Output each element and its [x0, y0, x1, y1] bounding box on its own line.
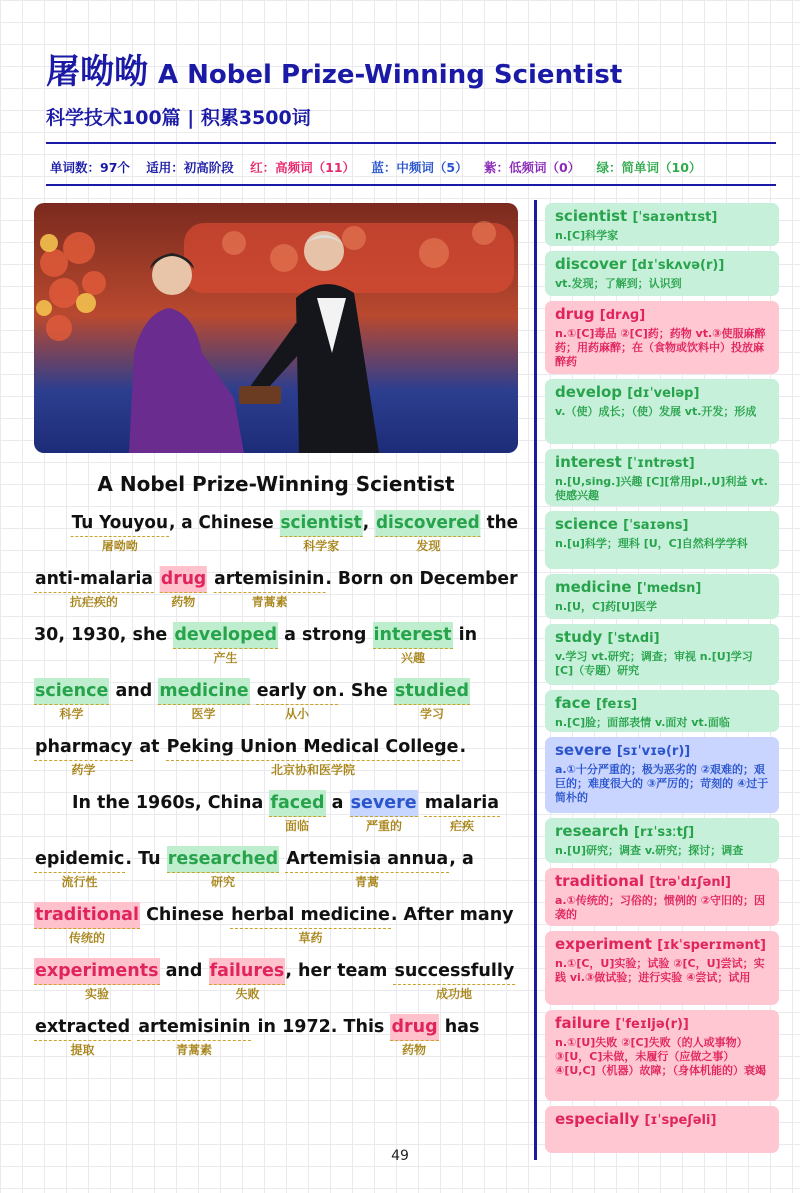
word-gloss: 青蒿素 [251, 595, 288, 609]
word-gloss: 医学 [191, 707, 216, 721]
article-line [34, 566, 518, 618]
vocab-phonetic: [trəˈdɪʃənl] [649, 875, 731, 890]
legend-red: 红：高频词（11） [250, 160, 356, 175]
vocab-definition: n.[C]脸；面部表情 v.面对 vt.面临 [555, 716, 730, 729]
vocab-phonetic: [ˈɪntrəst] [627, 456, 695, 471]
vocab-word: drug [555, 305, 595, 323]
word-gloss: 面临 [284, 819, 310, 833]
article-text: at [133, 737, 166, 757]
vocab-phonetic: [dɪˈskʌvə(r)] [631, 258, 725, 273]
article-line-text [34, 622, 477, 648]
vocab-word: traditional [555, 872, 645, 890]
vocab-word: interest [373, 622, 453, 649]
vocab-word: science [555, 515, 618, 533]
article-line-text [34, 566, 518, 592]
vocab-word: experiments [34, 958, 160, 985]
vocab-headword [555, 821, 769, 843]
vocab-phonetic: [ˈsaɪəntɪst] [632, 210, 718, 225]
article-text: and [159, 961, 209, 981]
word-gloss: 失败 [235, 987, 260, 1001]
vocab-headword [555, 304, 769, 326]
vocab-word: study [555, 628, 603, 646]
article-line-text [34, 510, 518, 536]
article-line [34, 1014, 518, 1066]
article-text: has [438, 1017, 480, 1037]
ceremony-illustration [34, 203, 518, 453]
word-gloss: 成功地 [435, 987, 473, 1001]
article-line-text [34, 678, 470, 704]
article-line [34, 510, 518, 562]
article-line-text [34, 790, 500, 816]
vocab-word: discover [555, 255, 627, 273]
article-text: , her team [285, 961, 394, 981]
vocab-word: anti-malaria [34, 566, 154, 593]
word-gloss: 科学家 [303, 539, 340, 553]
vocab-card-medicine [545, 574, 779, 619]
vocab-word: successfully [393, 958, 515, 985]
article-line [34, 846, 518, 898]
article-line [34, 790, 518, 842]
vocab-definition: n.[U]研究；调查 v.研究；探讨；调查 [555, 844, 744, 857]
vocab-word: research [555, 822, 629, 840]
vocab-card-traditional [545, 868, 779, 926]
word-gloss: 提取 [70, 1043, 95, 1057]
vocab-definition: n.[U，C]药[U]医学 [555, 600, 658, 613]
word-gloss: 学习 [419, 707, 445, 721]
title-english: A Nobel Prize-Winning Scientist [158, 60, 623, 90]
article-text: , a [449, 849, 474, 869]
vocab-headword [555, 1109, 769, 1131]
article-text: a [325, 793, 350, 813]
vocab-headword [555, 382, 769, 404]
article-title: A Nobel Prize-Winning Scientist [97, 472, 455, 496]
vocab-phonetic: [ˈsaɪəns] [623, 518, 689, 533]
word-gloss: 产生 [213, 651, 238, 665]
vocab-headword [555, 693, 769, 715]
vocab-phonetic: [feɪs] [595, 697, 638, 712]
vocab-card-face [545, 690, 779, 732]
word-gloss: 药物 [171, 595, 196, 609]
article-text: in 1972. This [251, 1017, 391, 1037]
article-text: , [362, 513, 376, 533]
article-text: 30, 1930, she [34, 625, 174, 645]
article-text: and [109, 681, 159, 701]
vocab-card-science [545, 511, 779, 569]
article-line [34, 902, 518, 954]
vocab-card-severe [545, 737, 779, 813]
series-subtitle: 科学技术100篇 | 积累3500词 [46, 107, 311, 129]
vocab-word: scientist [280, 510, 363, 537]
vocab-card-study [545, 624, 779, 685]
vocab-card-failure [545, 1010, 779, 1101]
word-gloss: 发现 [416, 539, 441, 553]
word-gloss: 实验 [84, 987, 110, 1001]
word-gloss: 青蒿 [354, 875, 380, 889]
legend-green: 绿：简单词（10） [596, 160, 702, 175]
vocab-headword [555, 740, 769, 762]
word-gloss: 药学 [71, 763, 96, 777]
vocab-word: early on [256, 678, 338, 705]
vocab-phonetic: [drʌɡ] [599, 308, 646, 323]
article-text: In the 1960s, China [72, 793, 270, 813]
vocab-definition: a.①传统的；习俗的；惯例的 ②守旧的；因袭的 [555, 894, 766, 921]
vocab-definition: n.①[U]失败 ②[C]失败（的人或事物） ③[U，C]未做，未履行（应做之事） ④[U,C]（机器）故障；（身体机能的）衰竭 [555, 1036, 767, 1077]
vocab-word: face [555, 694, 591, 712]
vocab-headword [555, 452, 769, 474]
article-line-text [34, 846, 474, 872]
article-text: . Born on December [325, 569, 518, 589]
vocab-phonetic: [dɪˈveləp] [627, 386, 700, 401]
vocab-word: Peking Union Medical College [166, 734, 460, 761]
vocab-phonetic: [ɪˈspeʃəli] [644, 1113, 717, 1128]
word-gloss: 北京协和医学院 [270, 763, 356, 777]
vocab-card-discover [545, 251, 779, 296]
word-count: 单词数：97个 [50, 160, 130, 175]
legend-blue: 蓝：中频词（5） [371, 160, 468, 175]
vocab-word: Artemisia annua [285, 846, 449, 873]
vocab-word: scientist [555, 207, 628, 225]
word-stats-bar [50, 158, 713, 176]
vocab-phonetic: [rɪˈsɜːtʃ] [634, 825, 695, 840]
award-ceremony-photo [34, 203, 518, 453]
article-text: the [480, 513, 519, 533]
word-gloss: 草药 [298, 931, 323, 945]
vocab-card-develop [545, 379, 779, 444]
article-line [34, 734, 518, 786]
article-text: . Tu [125, 849, 167, 869]
vocab-word: drug [390, 1014, 438, 1041]
vocab-definition: n.[U,sing.]兴趣 [C][常用pl.,U]利益 vt.使感兴趣 [555, 475, 768, 502]
vocab-definition: vt.发现；了解到；认识到 [555, 277, 682, 290]
vocab-word: Tu Youyou [71, 510, 169, 537]
vocab-definition: v.（使）成长；（使）发展 vt.开发；形成 [555, 405, 757, 418]
vocab-headword [555, 871, 769, 893]
legend-purple: 紫：低频词（0） [483, 160, 581, 175]
word-gloss: 青蒿素 [175, 1043, 213, 1057]
word-gloss: 屠呦呦 [101, 539, 138, 553]
word-gloss: 流行性 [61, 875, 98, 889]
vocab-word: researched [167, 846, 279, 873]
vocab-word: herbal medicine [230, 902, 391, 929]
vocab-word: medicine [555, 578, 632, 596]
vocab-headword [555, 1013, 769, 1035]
vocab-word: failures [209, 958, 286, 985]
divider-top [46, 142, 776, 144]
vocab-word: experiment [555, 935, 652, 953]
vocab-word: science [34, 678, 109, 705]
vocab-word: pharmacy [34, 734, 133, 761]
article-text: , a Chinese [168, 513, 280, 533]
vocab-card-research [545, 818, 779, 863]
vocab-word: drug [160, 566, 207, 593]
word-gloss: 研究 [210, 875, 236, 889]
vocab-card-experiment [545, 931, 779, 1005]
vocab-headword [555, 254, 769, 276]
word-gloss: 传统的 [68, 931, 106, 945]
vocab-word: developed [173, 622, 278, 649]
article-text: . [459, 737, 467, 757]
vocab-word: extracted [34, 1014, 131, 1041]
column-separator [534, 200, 537, 1160]
vocab-word: artemisinin [213, 566, 325, 593]
vocab-phonetic: [ɪkˈsperɪmənt] [657, 938, 766, 953]
vocab-definition: n.[C]科学家 [555, 229, 619, 242]
vocab-word: especially [555, 1110, 640, 1128]
article-line-text [34, 734, 466, 760]
vocab-headword [555, 514, 769, 536]
vocab-headword [555, 206, 769, 228]
vocab-phonetic: [ˈstʌdi] [607, 631, 660, 646]
vocab-card-scientist [545, 203, 779, 246]
word-gloss: 抗疟疾的 [69, 595, 118, 609]
article-text: Chinese [139, 905, 231, 925]
vocab-word: malaria [424, 790, 500, 817]
article-text: . After many [390, 905, 514, 925]
vocab-definition: v.学习 vt.研究；调查；审视 n.[U]学习[C]（专题）研究 [555, 650, 753, 677]
vocab-word: traditional [34, 902, 140, 929]
vocab-card-interest [545, 449, 779, 506]
vocab-word: severe [350, 790, 418, 817]
vocab-word: studied [394, 678, 470, 705]
word-gloss: 严重的 [365, 819, 403, 833]
article-text: . She [338, 681, 394, 701]
article-line-text [34, 1014, 479, 1040]
article-line-text [34, 902, 514, 928]
vocab-word: severe [555, 741, 612, 759]
divider-bottom [46, 184, 776, 186]
vocab-word: medicine [158, 678, 249, 705]
article-text: a strong [278, 625, 373, 645]
vocab-card-especially [545, 1106, 779, 1153]
vocab-phonetic: ['medsn] [636, 581, 702, 596]
vocab-word: faced [269, 790, 325, 817]
word-gloss: 从小 [284, 707, 310, 721]
vocab-definition: a.①十分严重的；极为恶劣的 ②艰难的；艰巨的；难度很大的 ③严厉的；苛刻的 ④过于简朴的 [555, 763, 769, 804]
article-line [34, 678, 518, 730]
vocab-card-drug [545, 301, 779, 374]
page-title [46, 44, 622, 93]
word-gloss: 药物 [401, 1043, 427, 1057]
article-line [34, 958, 518, 1010]
vocab-definition: n.[u]科学；理科 [U，C]自然科学学科 [555, 537, 748, 550]
word-gloss: 疟疾 [449, 819, 475, 833]
vocab-headword [555, 934, 769, 956]
vocab-phonetic: [sɪˈvɪə(r)] [616, 744, 691, 759]
word-gloss: 兴趣 [400, 651, 426, 665]
article-line [34, 622, 518, 674]
vocab-word: failure [555, 1014, 611, 1032]
vocab-definition: n.①[C，U]实验；试验 ②[C，U]尝试；实践 vi.③做试验；进行实验 ④尝试；试用 [555, 957, 765, 984]
page-number: 49 [391, 1148, 409, 1164]
vocab-word: develop [555, 383, 623, 401]
vocab-phonetic: [ˈfeɪljə(r)] [615, 1017, 689, 1032]
article-line-text [34, 958, 515, 984]
vocab-word: interest [555, 453, 622, 471]
vocab-word: discovered [375, 510, 481, 537]
vocab-word: epidemic [34, 846, 125, 873]
word-gloss: 科学 [59, 707, 84, 721]
article-text: in [452, 625, 478, 645]
title-chinese: 屠呦呦 [46, 52, 148, 92]
level-label: 适用：初高阶段 [146, 160, 234, 175]
vocab-word: artemisinin [137, 1014, 251, 1041]
vocab-definition: n.①[C]毒品 ②[C]药；药物 vt.③使服麻醉药；用药麻醉；在（食物或饮料中）投放麻醉药 [555, 327, 766, 368]
vocab-headword [555, 577, 769, 599]
vocab-headword [555, 627, 769, 649]
